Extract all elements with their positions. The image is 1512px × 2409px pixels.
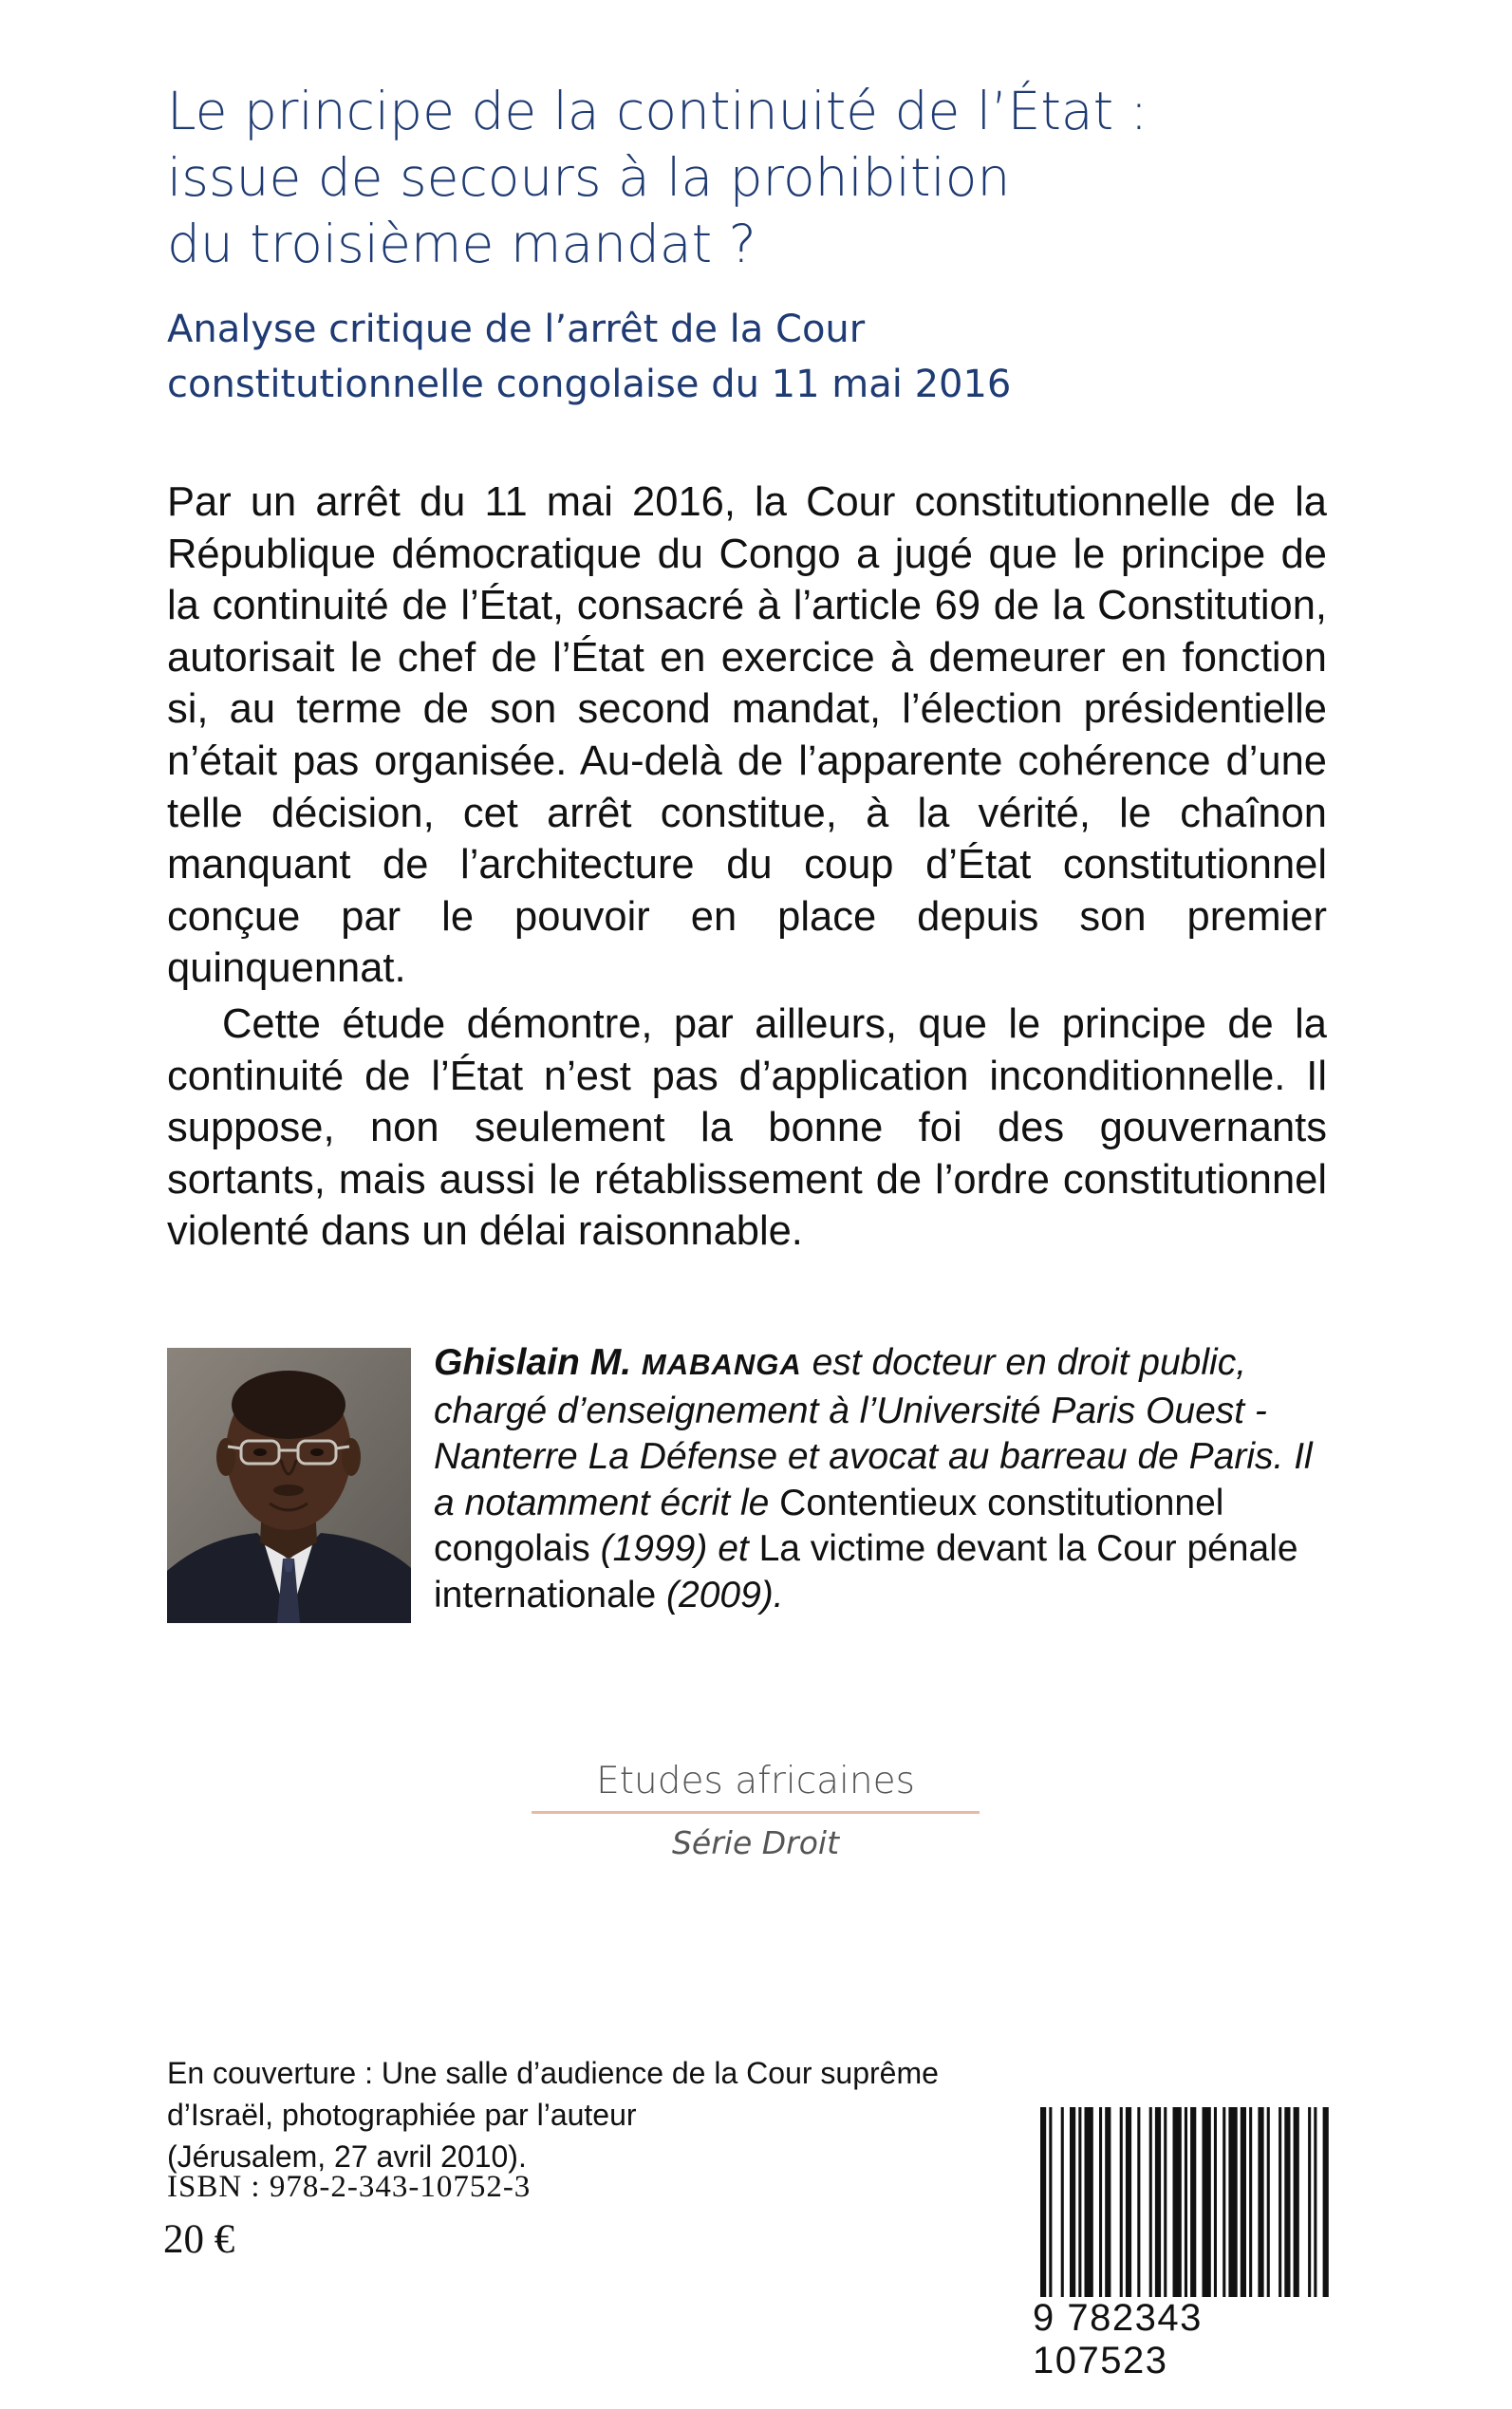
- subtitle-line-1: Analyse critique de l’arrêt de la Cour: [167, 308, 866, 351]
- isbn: ISBN : 978-2-343-10752-3: [167, 2170, 532, 2204]
- barcode-icon: [1035, 2107, 1331, 2297]
- summary-paragraph-2: Cette étude démontre, par ailleurs, que le principe de la continuité de l’État n’est pas d’application inconditionnelle. Il suppose, non seulement la bonne foi des gouvernants sortants, mais aussi le rétablissement de l’ordre constitutionnel violenté dans un délai raisonnable.: [167, 1000, 1327, 1255]
- author-last-name: MABANGA: [641, 1348, 802, 1381]
- cover-credit-line-1: En couverture : Une salle d’audience de la Cour suprême: [167, 2056, 939, 2090]
- author-book-1-year: (1999) et: [600, 1528, 749, 1569]
- barcode-digits: 9 782343 107523: [1033, 2297, 1203, 2381]
- series-block: [532, 1758, 980, 1863]
- author-photo: [167, 1348, 411, 1623]
- cover-credit: [167, 2052, 1116, 2177]
- cover-credit-line-2: d’Israël, photographiée par l’auteur: [167, 2098, 637, 2132]
- author-book-1: Contentieux constitutionnel congolais: [434, 1482, 1224, 1569]
- cover-credit-line-3: (Jérusalem, 27 avril 2010).: [167, 2139, 527, 2174]
- summary-paragraph-1: Par un arrêt du 11 mai 2016, la Cour constitutionnelle de la République démocratique du Congo a jugé que le principe de la continuité de l’État, consacré à l’article 69 de la Constitution, autorisait le chef de l’État en exercice à demeurer en fonction si, au terme de son second mandat, l’élection présidentielle n’était pas organisée. Au-delà de l’apparente cohérence d’une telle décision, cet arrêt constitue, à la vérité, le chaînon manquant de l’architecture du coup d’État constitutionnel conçue par le pouvoir en place depuis son premier quinquennat.: [167, 479, 1327, 992]
- title-line-3: du troisième mandat ?: [167, 214, 756, 274]
- author-book-2-year: (2009).: [666, 1574, 784, 1615]
- series-sub: Série Droit: [671, 1824, 840, 1861]
- author-book-2: La victime devant la Cour pénale internationale: [434, 1528, 1298, 1615]
- author-first-name: Ghislain M.: [434, 1342, 632, 1383]
- author-portrait-icon: [167, 1348, 411, 1623]
- price: 20 €: [163, 2217, 235, 2262]
- subtitle-line-2: constitutionnelle congolaise du 11 mai 2016: [167, 363, 1012, 406]
- author-bio: [434, 1340, 1328, 1618]
- series-name: Etudes africaines: [596, 1760, 915, 1802]
- title-line-2: issue de secours à la prohibition: [167, 147, 1011, 208]
- author-bio-text: est docteur en droit public, chargé d’enseignement à l’Université Paris Ouest - Nanterre La Défense et avocat au barreau de Paris. Il a notamment écrit le: [434, 1342, 1313, 1523]
- series-divider: [532, 1811, 980, 1814]
- title-line-1: Le principe de la continuité de l’État :: [167, 81, 1148, 141]
- book-title: [167, 78, 1401, 277]
- back-cover-summary: [167, 476, 1327, 1258]
- book-subtitle: [167, 302, 1401, 412]
